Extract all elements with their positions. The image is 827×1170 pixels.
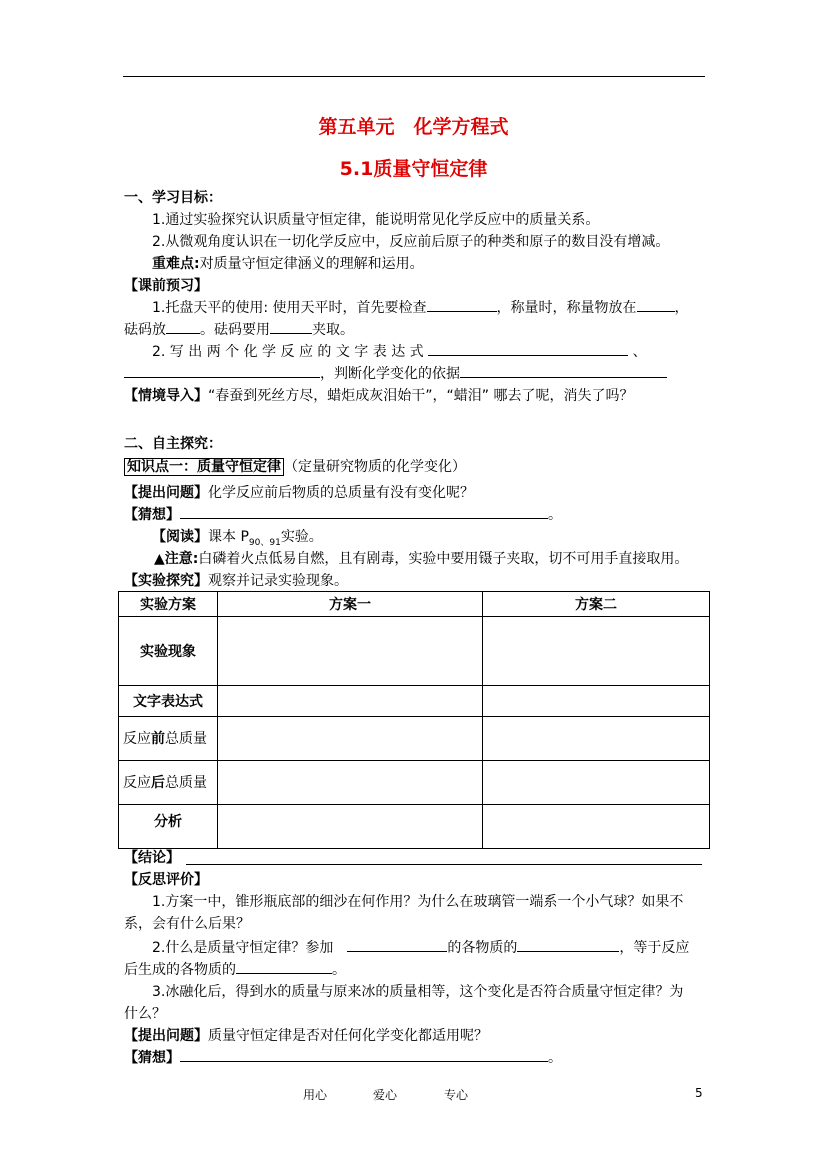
mass-before-c: 总质量 [165, 730, 207, 747]
table-row [119, 805, 710, 849]
conclusion-label: 【结论】 [124, 850, 180, 866]
row-mass-after [119, 761, 218, 805]
preview-q2-cont [124, 363, 709, 385]
experiment-text: 观察并记录实验现象。 [208, 573, 348, 589]
blank-guess-1[interactable] [180, 504, 548, 519]
cell-plan2-mass-after[interactable] [483, 761, 710, 805]
unit-title: 第五单元 化学方程式 [318, 116, 509, 138]
cell-plan1-mass-after[interactable] [218, 761, 483, 805]
table-header-row [119, 592, 710, 617]
mass-after-b: 后 [151, 774, 165, 791]
blank-object-pan[interactable] [637, 297, 675, 312]
footer-word-1: 用心 [303, 1088, 328, 1102]
preview-q1 [124, 297, 737, 319]
reflection-q2-text-d: 后生成的各物质的 [124, 962, 236, 978]
reflection-q2-text-c: ，等于反应 [619, 940, 690, 956]
header-rule [123, 76, 705, 77]
reflection-q2-period: 。 [332, 962, 346, 978]
mass-after-c: 总质量 [165, 774, 207, 791]
blank-criterion[interactable] [460, 363, 667, 378]
preview-q1-text-b: ，称量时，称量物放在 [496, 300, 637, 316]
goal-1: 1.通过实验探究认识质量守恒定律，能说明常见化学反应中的质量关系。 [152, 212, 600, 228]
blank-participating[interactable] [347, 937, 447, 952]
question-text: 化学反应前后物质的总质量有没有变化呢？ [208, 485, 474, 501]
reflection-q1: 1.方案一中，锥形瓶底部的细沙在何作用？为什么在玻璃管一端系一个小气球？如果不 [152, 894, 684, 910]
section-heading-explore: 二、自主探究： [124, 436, 222, 452]
guess-period: 。 [548, 507, 562, 523]
experiment-label: 【实验探究】 [124, 573, 208, 589]
blank-product-mass[interactable] [236, 959, 332, 974]
reading-pages: 90、91 [248, 537, 281, 548]
blank-guess-2[interactable] [180, 1047, 548, 1062]
cell-plan1-analysis[interactable] [218, 805, 483, 849]
caution-note [124, 548, 739, 570]
knowledge-point-1 [124, 456, 709, 478]
reading-label: 【阅读】 [152, 529, 208, 545]
preview-q1-text: 1.托盘天平的使用: 使用天平时，首先要检查 [152, 300, 427, 316]
reflection-q2-text-b: 的各物质的 [447, 940, 518, 956]
reflection-q2-text-a: 2.什么是质量守恒定律？参加 [152, 940, 334, 956]
cell-plan2-phenomenon[interactable] [483, 617, 710, 686]
header-plan-2: 方案二 [483, 592, 710, 617]
cell-plan2-expression[interactable] [483, 686, 710, 717]
footer-word-3: 专心 [444, 1088, 469, 1102]
reflection-q3: 3.冰融化后，得到水的质量与原来冰的质量相等，这个变化是否符合质量守恒定律？为 [152, 984, 684, 1000]
row-expression: 文字表达式 [119, 686, 218, 717]
mass-before-a: 反应 [123, 730, 151, 747]
blank-tool[interactable] [270, 319, 312, 334]
footer-word-2: 爱心 [373, 1088, 398, 1102]
guess-1 [124, 504, 709, 526]
blank-weight-pan[interactable] [166, 319, 200, 334]
row-analysis: 分析 [119, 805, 218, 849]
question-label: 【提出问题】 [124, 485, 208, 501]
knowledge-point-label: 知识点一：质量守恒定律 [124, 458, 284, 476]
reflection-q2-cont [124, 959, 709, 981]
experiment-intro [124, 570, 709, 592]
table-row [119, 717, 710, 761]
key-points-text: 对质量守恒定律涵义的理解和运用。 [199, 256, 424, 272]
caution-text: 白磷着火点低易自燃，且有剧毒，实验中要用镊子夹取，切不可用手直接取用。 [198, 551, 689, 567]
blank-check[interactable] [427, 297, 497, 312]
row-mass-before [119, 717, 218, 761]
question-2-label: 【提出问题】 [124, 1028, 208, 1044]
guess-2-label: 【猜想】 [124, 1050, 180, 1066]
conclusion-blank[interactable] [186, 864, 702, 865]
reading-text-a: 课本 P [208, 529, 249, 545]
page-number: 5 [695, 1086, 703, 1100]
blank-expression-1[interactable] [428, 341, 628, 356]
preview-q1-text-d: 砝码放 [124, 322, 166, 338]
goal-2: 2.从微观角度认识在一切化学反应中，反应前后原子的种类和原子的数目没有增减。 [152, 234, 670, 250]
reflection-q3-cont: 什么？ [124, 1006, 166, 1022]
preview-q1-text-e: 。砝码要用 [200, 322, 270, 338]
preview-q1-cont [124, 319, 709, 341]
preview-q2-text: 2. 写 出 两 个 化 学 反 应 的 文 字 表 达 式 [152, 344, 424, 360]
preview-q2 [124, 341, 737, 363]
row-phenomenon: 实验现象 [119, 617, 218, 686]
header-scheme: 实验方案 [119, 592, 218, 617]
table-row [119, 617, 710, 686]
guess-2 [124, 1047, 709, 1069]
reading-text-b: 实验。 [280, 529, 323, 545]
guess-2-period: 。 [548, 1050, 562, 1066]
question-2-text: 质量守恒定律是否对任何化学变化都适用呢？ [208, 1028, 488, 1044]
table-row [119, 686, 710, 717]
blank-expression-2[interactable] [124, 363, 320, 378]
reflection-q1-cont: 系，会有什么后果？ [124, 916, 250, 932]
caution-label: ▲注意: [154, 551, 199, 567]
preview-q2-text-c: ，判断化学变化的依据 [320, 366, 460, 382]
key-points [124, 253, 737, 275]
lesson-title: 5.1质量守恒定律 [339, 158, 488, 180]
mass-before-b: 前 [151, 730, 165, 747]
section-heading-goals: 一、学习目标： [124, 190, 222, 206]
key-points-label: 重难点: [152, 256, 200, 272]
preview-q2-sep: 、 [632, 344, 647, 360]
blank-mass-sum[interactable] [517, 937, 619, 952]
cell-plan2-mass-before[interactable] [483, 717, 710, 761]
scenario-text: “春蚕到死丝方尽，蜡炬成灰泪始干”，“蜡泪” 哪去了呢，消失了吗？ [208, 388, 634, 404]
scenario-label: 【情境导入】 [124, 388, 208, 404]
question-1 [124, 482, 709, 504]
question-2 [124, 1025, 709, 1047]
header-plan-1: 方案一 [218, 592, 483, 617]
preview-label: 【课前预习】 [124, 278, 208, 294]
table-row [119, 761, 710, 805]
conclusion [124, 847, 709, 869]
scenario-intro [124, 385, 709, 407]
preview-q1-text-f: 夹取。 [312, 322, 354, 338]
cell-plan2-analysis[interactable] [483, 805, 710, 849]
reflection-q2 [124, 937, 737, 959]
cell-plan1-mass-before[interactable] [218, 717, 483, 761]
mass-after-a: 反应 [123, 774, 151, 791]
guess-label: 【猜想】 [124, 507, 180, 523]
reflection-label: 【反思评价】 [124, 872, 208, 888]
knowledge-point-note: （定量研究物质的化学变化） [284, 459, 466, 475]
cell-plan1-expression[interactable] [218, 686, 483, 717]
cell-plan1-phenomenon[interactable] [218, 617, 483, 686]
experiment-table [118, 591, 710, 849]
preview-q1-comma: ， [674, 300, 689, 316]
